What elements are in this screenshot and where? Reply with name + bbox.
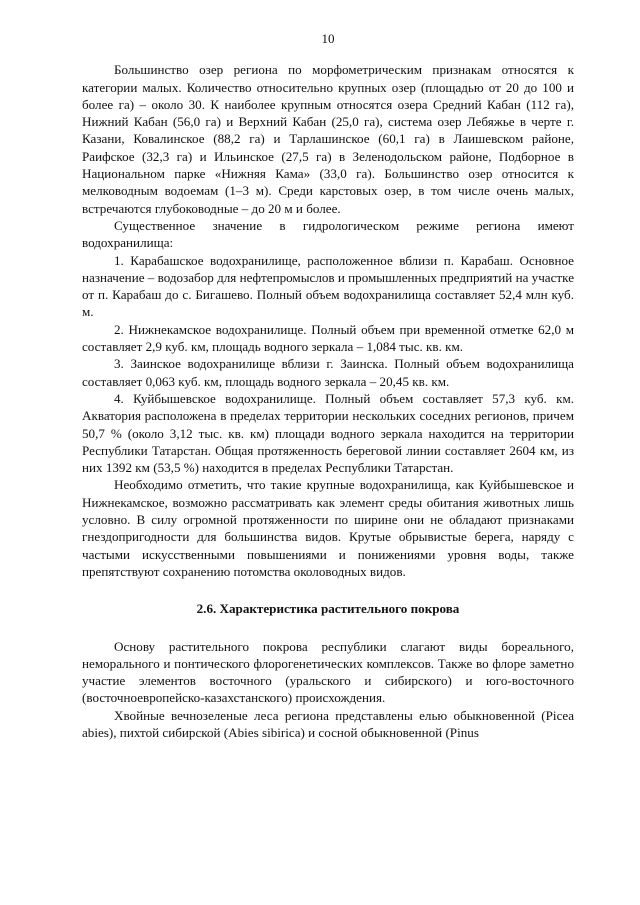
paragraph-habitat-note: Необходимо отметить, что такие крупные водохранилища, как Куйбышевское и Нижнекамское, возможно рассматривать как элемент среды обитания животных лишь условно. В силу огромной протяженности по ширине они не обладают признаками гнездопригодности для большинства видов. Крутые обрывистые берега, наряду с частыми искусственными повышениями и понижениями уровня воды, также препятствуют сохранению потомства околоводных видов. (82, 477, 574, 579)
list-item-kuibyshev: 4. Куйбышевское водохранилище. Полный объем составляет 57,3 куб. км. Акватория расположена в пределах территории нескольких соседних регионов, причем 50,7 % (около 3,12 тыс. кв. км) площади водного зеркала находится на территории Республики Татарстан. Общая протяженность береговой линии составляет 2604 км, из них 1392 км (53,5 %) находится в пределах Республики Татарстан. (82, 390, 574, 476)
section-heading: 2.6. Характеристика растительного покрова (196, 601, 460, 617)
list-item-karabash: 1. Карабашское водохранилище, расположенное вблизи п. Карабаш. Основное назначение – водозабор для нефтепромыслов и промышленных предприятий на участке от п. Карабаш до с. Бигашево. Полный объем водохранилища составляет 52,4 млн куб. м. (82, 252, 574, 320)
paragraph-lakes: Большинство озер региона по морфометрическим признакам относятся к категории малых. Количество относительно крупных озер (площадью от 20 до 100 и более га) – около 30. К наиболее крупным относятся озера Средний Кабан (112 га), Нижний Кабан (56,0 га) и Верхний Кабан (25,0 га), система озер Лебяжье в черте г. Казани, Ковалинское (88,2 га) и Тарлашинское (60,1 га) в Лаишевском районе, Раифское (32,3 га) и Ильинское (27,5 га) в Зеленодольском районе, Подборное в Национальном парке «Нижняя Кама» (33,0 га). Большинство озер относится к мелководным водоемам (1–3 м). Среди карстовых озер, в том числе очень малых, встречаются глубоководные – до 20 м и более. (82, 62, 574, 216)
paragraph-conifer-forests: Хвойные вечнозеленые леса региона представлены елью обыкновенной (Picea abies), пихтой сибирской (Abies sibirica) и сосной обыкновенной (Pinus (82, 707, 574, 740)
list-item-zainsk: 3. Заинское водохранилище вблизи г. Заинска. Полный объем водохранилища составляет 0,063 куб. км, площадь водного зеркала – 20,45 кв. км. (82, 356, 574, 389)
paragraph-reservoirs-intro: Существенное значение в гидрологическом режиме региона имеют водохранилища: (82, 217, 574, 251)
page-number: 10 (321, 31, 335, 46)
list-item-nizhnekamsk: 2. Нижнекамское водохранилище. Полный объем при временной отметке 62,0 м составляет 2,9 куб. км, площадь водного зеркала – 1,084 тыс. кв. км. (82, 321, 574, 355)
paragraph-vegetation: Основу растительного покрова республики слагают виды бореального, неморального и понтического флорогенетических комплексов. Также во флоре заметно участие элементов восточного (уральского и сибирского) и юго-восточного (восточноевропейско-казахстанского) происхождения. (82, 638, 574, 706)
